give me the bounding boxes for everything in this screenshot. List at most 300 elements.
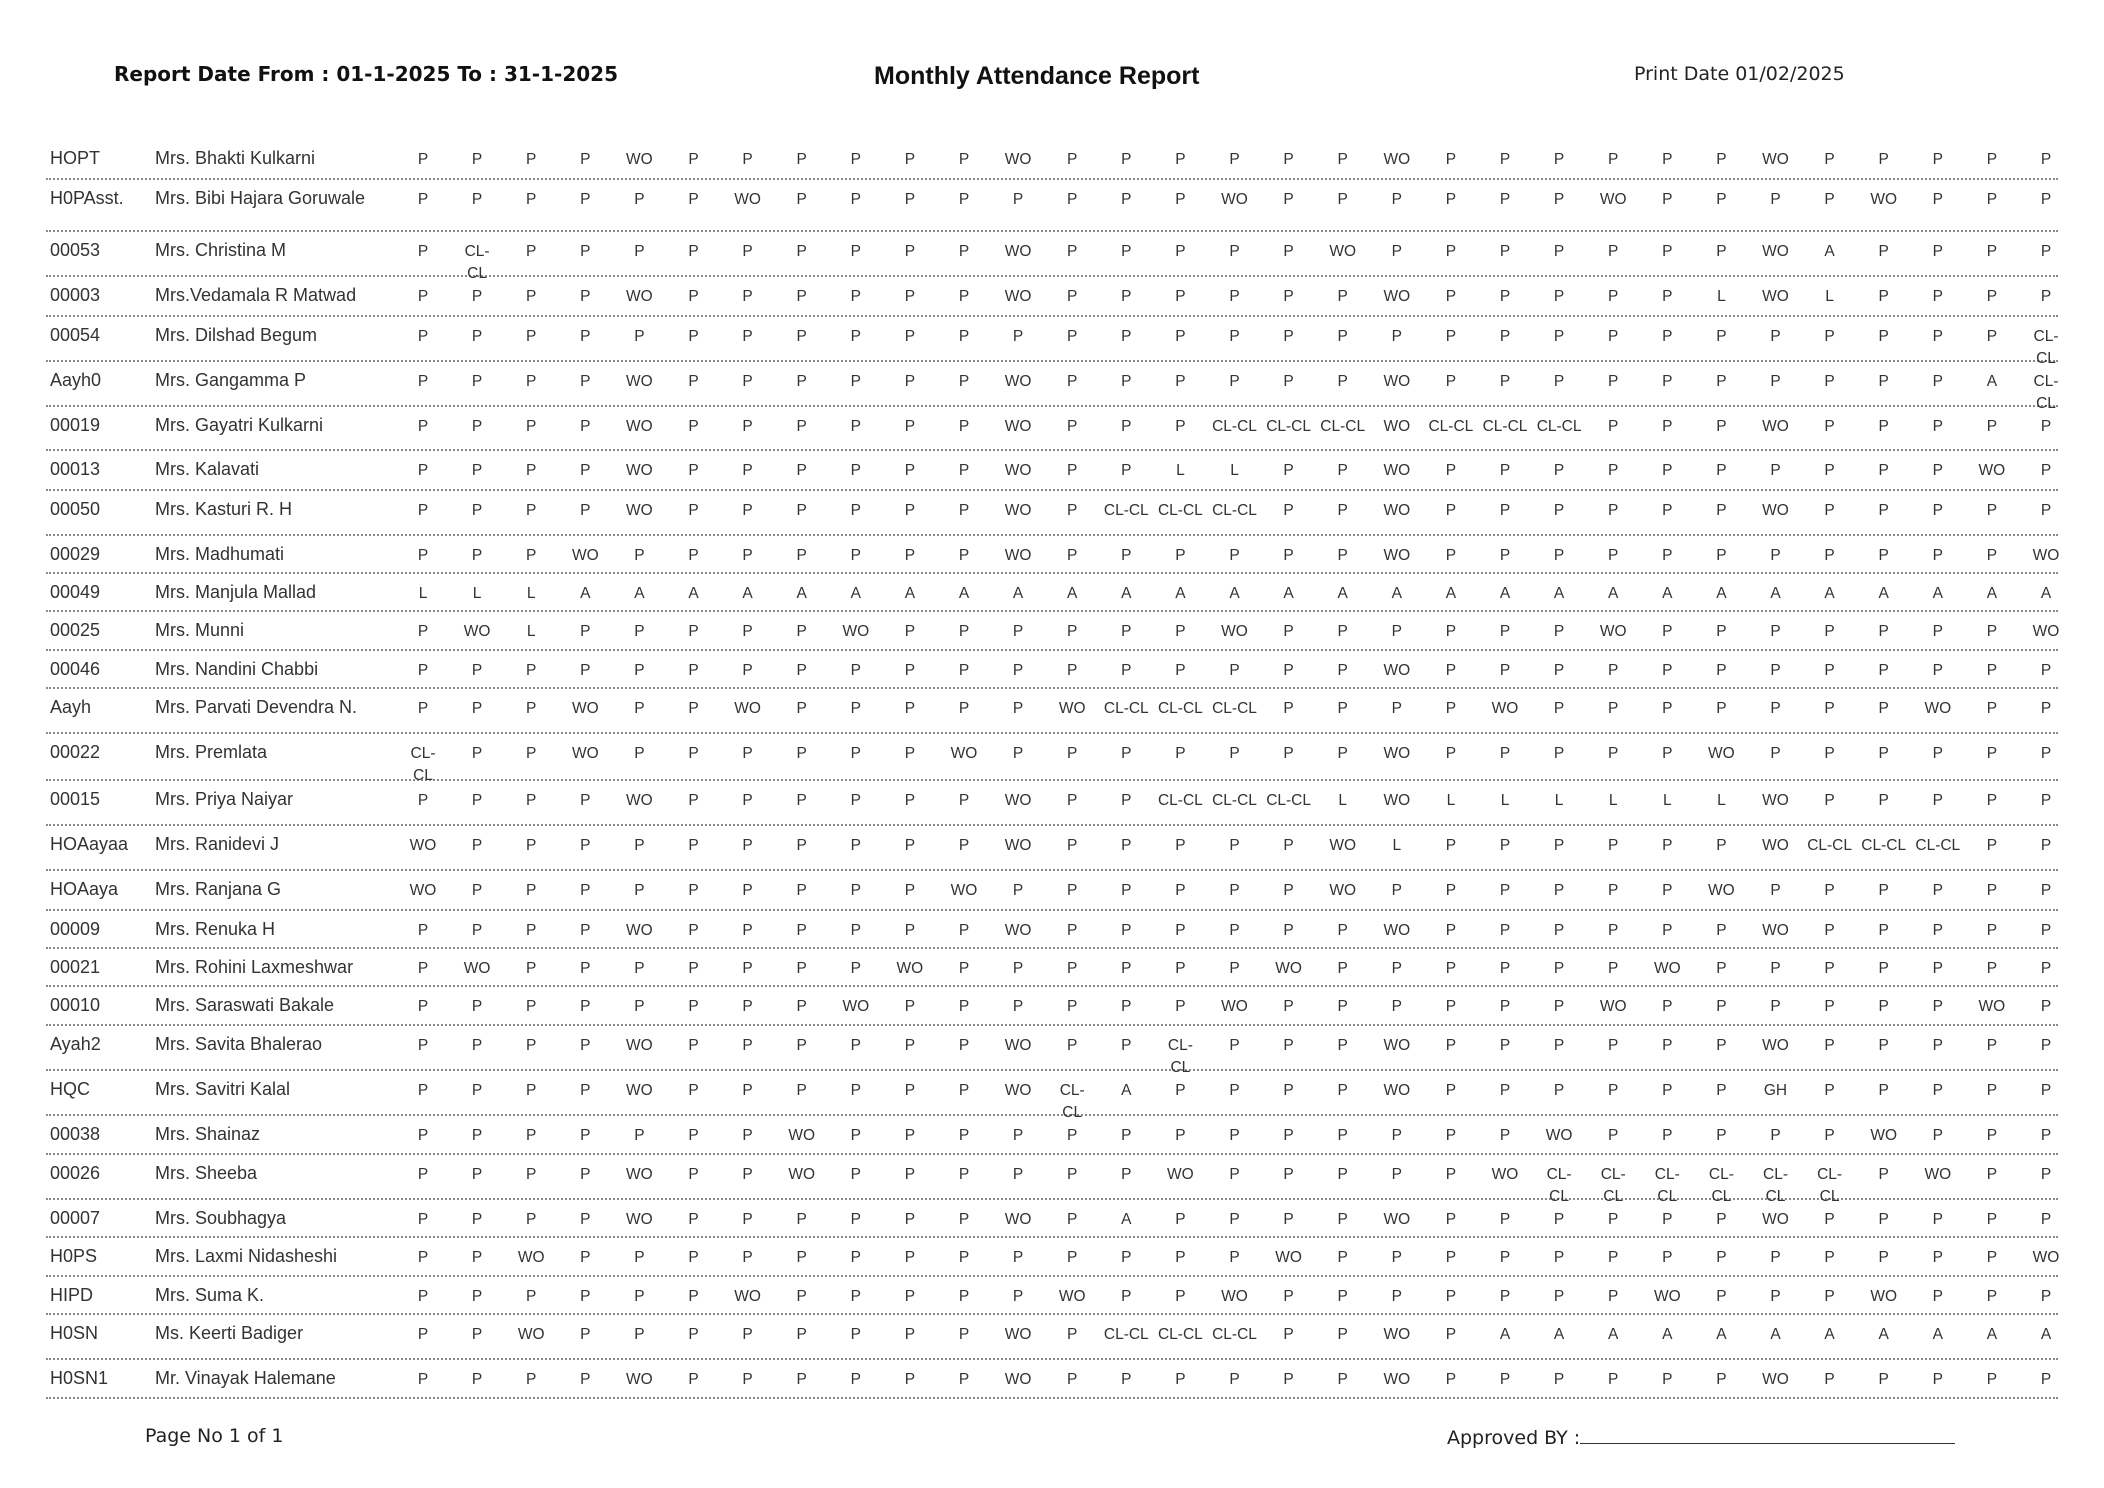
attendance-cell: P [471, 1127, 483, 1144]
employee-name: Mrs. Kalavati [155, 459, 260, 479]
attendance-cell: A [2040, 1326, 2052, 1343]
attendance-cell: P [1283, 151, 1294, 168]
attendance-cell: P [850, 922, 861, 939]
attendance-cell: P [958, 1082, 970, 1099]
attendance-cell: P [1067, 1326, 1078, 1343]
attendance-cell: P [1121, 373, 1132, 390]
attendance-cell: P [1662, 373, 1673, 390]
approved-by-label: Approved BY : [1447, 1427, 1581, 1449]
attendance-cell: P [904, 1326, 916, 1343]
attendance-cell: A [1932, 585, 1943, 602]
table-row [46, 826, 2058, 871]
attendance-cell: P [958, 623, 970, 640]
attendance-cell: P [471, 1166, 483, 1183]
attendance-cell: P [634, 547, 645, 564]
attendance-cell: P [742, 502, 753, 519]
attendance-cell: P [1553, 243, 1565, 260]
attendance-cell: P [796, 1326, 807, 1343]
attendance-cell: P [1878, 1249, 1889, 1266]
attendance-cell: P [1337, 151, 1348, 168]
employee-code: 00010 [50, 995, 101, 1015]
attendance-cell: P [1445, 1249, 1457, 1266]
attendance-cell: P [1662, 922, 1673, 939]
attendance-cell: A [1986, 1326, 1998, 1343]
attendance-cell: P [1229, 328, 1240, 345]
attendance-cell: P [1283, 373, 1294, 390]
attendance-cell: WO [1383, 502, 1411, 519]
attendance-cell: P [1608, 1249, 1619, 1266]
attendance-cell: P [471, 792, 483, 809]
attendance-cell: P [958, 328, 970, 345]
attendance-cell: P [526, 547, 537, 564]
attendance-cell: P [1553, 1082, 1565, 1099]
attendance-cell: P [1716, 1288, 1727, 1305]
attendance-cell: P [904, 1127, 916, 1144]
attendance-cell: P [1229, 922, 1240, 939]
attendance-cell: P [634, 191, 645, 208]
attendance-cell: P [688, 1326, 699, 1343]
attendance-cell: P [742, 373, 753, 390]
attendance-cell: P [796, 191, 807, 208]
attendance-cell: P [1012, 745, 1024, 762]
table-row [46, 232, 2058, 282]
attendance-cell: WO [950, 745, 978, 762]
attendance-cell: P [1770, 998, 1781, 1015]
attendance-cell: P [688, 151, 699, 168]
attendance-cell: P [526, 960, 537, 977]
attendance-cell: L [526, 623, 536, 640]
attendance-cell: P [850, 1249, 861, 1266]
attendance-cell: P [1121, 792, 1132, 809]
attendance-cell: P [1824, 792, 1835, 809]
attendance-cell: P [1337, 1082, 1348, 1099]
attendance-cell: WO [1058, 1288, 1086, 1305]
attendance-cell: P [2040, 792, 2052, 809]
attendance-cell: P [904, 700, 916, 717]
attendance-cell: P [1878, 243, 1889, 260]
attendance-cell: P [958, 998, 970, 1015]
attendance-cell: A [1499, 585, 1511, 602]
attendance-cell: A [1824, 243, 1835, 260]
attendance-cell: P [1986, 151, 1998, 168]
attendance-cell: WO [1383, 662, 1411, 679]
attendance-cell: WO [1383, 151, 1411, 168]
attendance-cell: P [580, 328, 591, 345]
employee-name: Mrs.Vedamala R Matwad [155, 285, 357, 305]
employee-name: Mrs. Nandini Chabbi [155, 659, 319, 679]
attendance-cell: P [796, 745, 807, 762]
attendance-cell: P [1553, 745, 1565, 762]
attendance-cell: P [417, 1249, 429, 1266]
attendance-cell: P [1121, 243, 1132, 260]
attendance-cell: P [1662, 502, 1673, 519]
attendance-cell: A [1283, 585, 1294, 602]
attendance-cell: P [1175, 1371, 1186, 1388]
attendance-cell: P [688, 662, 699, 679]
employee-name: Mrs. Shainaz [155, 1124, 261, 1144]
attendance-cell: P [1932, 1037, 1943, 1054]
attendance-cell: P [904, 288, 916, 305]
attendance-cell: WO [1004, 922, 1032, 939]
attendance-cell: P [850, 1211, 861, 1228]
attendance-cell: P [796, 328, 807, 345]
attendance-cell: P [742, 662, 753, 679]
attendance-cell: P [1337, 1211, 1348, 1228]
attendance-cell: P [526, 1082, 537, 1099]
attendance-cell: P [1608, 1127, 1619, 1144]
attendance-cell: P [1824, 922, 1835, 939]
employee-code: Aayh [50, 697, 92, 717]
attendance-cell: P [1824, 1127, 1835, 1144]
attendance-cell: A [1716, 1326, 1727, 1343]
attendance-cell: P [1499, 243, 1511, 260]
attendance-cell: WO [1004, 1211, 1032, 1228]
attendance-cell: WO [626, 792, 653, 809]
employee-name: Mrs. Soubhagya [155, 1208, 287, 1228]
attendance-cell: P [1553, 700, 1565, 717]
attendance-cell: P [1499, 922, 1511, 939]
attendance-cell: P [1229, 1211, 1240, 1228]
attendance-cell: P [1662, 1037, 1673, 1054]
attendance-cell: P [1445, 998, 1457, 1015]
attendance-cell: P [850, 373, 861, 390]
attendance-cell: P [1445, 960, 1457, 977]
attendance-cell: A [904, 585, 916, 602]
attendance-cell: P [1932, 502, 1943, 519]
attendance-cell: P [526, 700, 537, 717]
attendance-cell: P [471, 998, 483, 1015]
attendance-cell: P [1986, 243, 1998, 260]
attendance-cell: P [1770, 623, 1781, 640]
attendance-cell: P [1175, 328, 1186, 345]
attendance-cell: WO [1383, 1037, 1411, 1054]
attendance-cell: P [1662, 243, 1673, 260]
attendance-cell: P [634, 700, 645, 717]
attendance-cell: WO [842, 623, 870, 640]
attendance-cell: P [1067, 191, 1078, 208]
attendance-cell: P [1121, 1288, 1132, 1305]
attendance-cell: CL-CL [410, 745, 436, 784]
attendance-cell: P [1229, 662, 1240, 679]
attendance-cell: P [1067, 1249, 1078, 1266]
attendance-cell: P [526, 418, 537, 435]
attendance-cell: P [1824, 700, 1835, 717]
attendance-cell: P [1229, 373, 1240, 390]
attendance-cell: WO [1329, 882, 1357, 899]
attendance-cell: P [1824, 1371, 1835, 1388]
attendance-cell: P [1986, 882, 1998, 899]
attendance-cell: P [1175, 922, 1186, 939]
attendance-cell: P [1553, 837, 1565, 854]
attendance-cell: WO [1762, 243, 1789, 260]
attendance-cell: P [1175, 623, 1186, 640]
attendance-cell: P [1716, 191, 1727, 208]
attendance-cell: P [1932, 662, 1943, 679]
attendance-cell: P [1878, 700, 1889, 717]
attendance-cell: P [1499, 623, 1511, 640]
attendance-cell: P [1932, 1211, 1943, 1228]
attendance-cell: A [1608, 1326, 1619, 1343]
attendance-cell: L [418, 585, 428, 602]
attendance-cell: WO [1383, 418, 1411, 435]
table-row [46, 1277, 2058, 1315]
attendance-cell: P [2040, 1288, 2052, 1305]
attendance-cell: WO [1978, 462, 2006, 479]
attendance-cell: P [1932, 792, 1943, 809]
attendance-cell: P [417, 998, 429, 1015]
attendance-cell: P [1067, 1037, 1078, 1054]
attendance-cell: P [1608, 837, 1619, 854]
attendance-cell: P [1012, 882, 1024, 899]
attendance-cell: WO [734, 191, 761, 208]
attendance-cell: P [1121, 1166, 1132, 1183]
attendance-cell: P [904, 998, 916, 1015]
table-row [46, 1071, 2058, 1121]
attendance-cell: A [1337, 585, 1348, 602]
employee-code: 00019 [50, 415, 101, 435]
attendance-cell: WO [1599, 623, 1627, 640]
attendance-cell: P [2040, 882, 2052, 899]
attendance-cell: P [2040, 462, 2052, 479]
attendance-cell: P [1608, 502, 1619, 519]
attendance-cell: P [1175, 373, 1186, 390]
attendance-cell: P [417, 151, 429, 168]
attendance-cell: WO [1762, 1211, 1789, 1228]
attendance-cell: WO [1383, 745, 1411, 762]
attendance-cell: P [471, 1082, 483, 1099]
attendance-cell: WO [1275, 960, 1302, 977]
attendance-cell: P [688, 745, 699, 762]
attendance-cell: WO [571, 700, 599, 717]
table-row [46, 612, 2058, 651]
attendance-cell: P [1283, 1211, 1294, 1228]
attendance-cell: P [1229, 882, 1240, 899]
attendance-cell: CL-CL [1212, 1326, 1257, 1343]
attendance-cell: P [850, 151, 861, 168]
attendance-cell: P [1445, 288, 1457, 305]
attendance-cell: P [580, 960, 591, 977]
attendance-cell: P [904, 151, 916, 168]
attendance-cell: P [634, 1127, 645, 1144]
table-row [46, 949, 2058, 987]
attendance-cell: P [1824, 662, 1835, 679]
attendance-cell: P [471, 288, 483, 305]
attendance-cell: P [742, 960, 753, 977]
attendance-cell: P [850, 1166, 861, 1183]
attendance-cell: P [1553, 288, 1565, 305]
attendance-cell: P [1445, 1371, 1457, 1388]
attendance-cell: P [742, 792, 753, 809]
attendance-cell: P [742, 462, 753, 479]
attendance-cell: P [1337, 700, 1348, 717]
attendance-cell: P [1283, 837, 1294, 854]
attendance-cell: P [1716, 418, 1727, 435]
attendance-cell: P [526, 1371, 537, 1388]
attendance-cell: P [580, 792, 591, 809]
attendance-cell: P [850, 960, 861, 977]
attendance-cell: WO [626, 1166, 653, 1183]
attendance-cell: P [417, 328, 429, 345]
attendance-cell: P [1337, 922, 1348, 939]
attendance-cell: P [958, 418, 970, 435]
attendance-cell: P [1229, 1037, 1240, 1054]
attendance-cell: WO [626, 418, 653, 435]
attendance-cell: P [1608, 243, 1619, 260]
attendance-cell: P [1067, 1371, 1078, 1388]
attendance-cell: P [742, 288, 753, 305]
attendance-cell: WO [1762, 1371, 1789, 1388]
attendance-cell: L [1338, 792, 1347, 809]
attendance-cell: A [1499, 1326, 1511, 1343]
attendance-cell: P [1121, 151, 1132, 168]
attendance-cell: A [1716, 585, 1727, 602]
attendance-cell: P [742, 243, 753, 260]
attendance-cell: WO [571, 547, 599, 564]
attendance-cell: P [1824, 882, 1835, 899]
attendance-cell: L [1230, 462, 1239, 479]
attendance-cell: P [688, 998, 699, 1015]
attendance-cell: P [580, 837, 591, 854]
table-row [46, 317, 2059, 367]
attendance-cell: P [1391, 623, 1402, 640]
attendance-cell: WO [734, 700, 761, 717]
attendance-cell: P [742, 1249, 753, 1266]
attendance-cell: P [634, 662, 645, 679]
attendance-cell: P [580, 418, 591, 435]
employee-name: Mrs. Dilshad Begum [155, 325, 318, 345]
attendance-cell: P [1878, 922, 1889, 939]
attendance-cell: P [417, 191, 429, 208]
attendance-cell: P [1986, 960, 1998, 977]
attendance-cell: P [742, 1371, 753, 1388]
attendance-cell: A [1445, 585, 1457, 602]
attendance-cell: L [1662, 792, 1672, 809]
attendance-cell: P [796, 882, 807, 899]
attendance-cell: P [688, 1371, 699, 1388]
attendance-cell: L [472, 585, 482, 602]
attendance-cell: P [1445, 1037, 1457, 1054]
attendance-cell: P [1770, 1127, 1781, 1144]
attendance-cell: P [688, 623, 699, 640]
table-row [46, 180, 2058, 232]
attendance-cell: P [904, 1082, 916, 1099]
attendance-cell: P [1229, 1166, 1240, 1183]
attendance-cell: P [417, 288, 429, 305]
attendance-cell: P [904, 623, 916, 640]
attendance-cell: P [1932, 623, 1943, 640]
attendance-cell: P [1770, 462, 1781, 479]
attendance-cell: P [1337, 502, 1348, 519]
table-row [46, 536, 2058, 574]
attendance-cell: P [1445, 662, 1457, 679]
attendance-cell: P [1499, 462, 1511, 479]
attendance-cell: P [1445, 373, 1457, 390]
attendance-cell: P [526, 462, 537, 479]
table-row [46, 1116, 2058, 1155]
attendance-cell: A [1121, 1082, 1132, 1099]
attendance-cell: P [526, 1166, 537, 1183]
attendance-cell: WO [1870, 1288, 1898, 1305]
attendance-cell: WO [1491, 1166, 1519, 1183]
attendance-cell: P [1229, 243, 1240, 260]
attendance-cell: P [796, 547, 807, 564]
attendance-cell: P [1067, 288, 1078, 305]
attendance-cell: P [1553, 623, 1565, 640]
attendance-cell: A [1932, 1326, 1943, 1343]
attendance-cell: P [1716, 1037, 1727, 1054]
attendance-cell: P [688, 547, 699, 564]
attendance-cell: P [1608, 1082, 1619, 1099]
attendance-cell: A [1067, 585, 1078, 602]
attendance-cell: P [1824, 745, 1835, 762]
attendance-cell: P [1229, 745, 1240, 762]
attendance-cell: P [1067, 745, 1078, 762]
attendance-cell: P [1012, 662, 1024, 679]
attendance-cell: P [688, 462, 699, 479]
attendance-cell: P [688, 1127, 699, 1144]
attendance-cell: P [471, 1371, 483, 1388]
attendance-cell: P [1175, 837, 1186, 854]
attendance-cell: P [1824, 418, 1835, 435]
attendance-cell: P [471, 1037, 483, 1054]
attendance-cell: P [1121, 1249, 1132, 1266]
attendance-cell: P [1824, 373, 1835, 390]
attendance-cell: P [634, 960, 645, 977]
attendance-cell: P [1337, 1166, 1348, 1183]
attendance-cell: WO [896, 960, 924, 977]
attendance-cell: P [1012, 1288, 1024, 1305]
employee-name: Mr. Vinayak Halemane [155, 1368, 336, 1388]
attendance-cell: WO [1762, 151, 1789, 168]
attendance-cell: P [417, 700, 429, 717]
attendance-cell: P [796, 373, 807, 390]
attendance-cell: P [958, 1037, 970, 1054]
attendance-cell: P [1067, 373, 1078, 390]
attendance-cell: P [1824, 998, 1835, 1015]
attendance-cell: WO [1383, 462, 1411, 479]
attendance-cell: P [688, 191, 699, 208]
attendance-cell: P [1716, 1211, 1727, 1228]
employee-code: 00038 [50, 1124, 101, 1144]
attendance-cell: P [1337, 1127, 1348, 1144]
attendance-cell: P [958, 1326, 970, 1343]
attendance-cell: P [1932, 462, 1943, 479]
attendance-cell: P [1716, 1127, 1727, 1144]
attendance-cell: P [471, 418, 483, 435]
attendance-cell: P [580, 1166, 591, 1183]
attendance-cell: L [1554, 792, 1564, 809]
attendance-cell: P [1608, 462, 1619, 479]
attendance-cell: P [904, 462, 916, 479]
attendance-cell: P [1067, 998, 1078, 1015]
attendance-cell: WO [626, 462, 653, 479]
attendance-cell: WO [1762, 922, 1789, 939]
attendance-cell: P [2040, 837, 2052, 854]
attendance-cell: WO [842, 998, 870, 1015]
attendance-cell: WO [1004, 547, 1032, 564]
attendance-cell: A [1878, 1326, 1889, 1343]
attendance-cell: P [471, 1249, 483, 1266]
attendance-cell: P [850, 882, 861, 899]
attendance-cell: P [850, 547, 861, 564]
attendance-cell: P [1608, 328, 1619, 345]
employee-code: 00021 [50, 957, 101, 977]
attendance-cell: P [417, 1082, 429, 1099]
employee-name: Mrs. Parvati Devendra N. [155, 697, 358, 717]
attendance-cell: L [526, 585, 536, 602]
attendance-cell: WO [626, 1037, 653, 1054]
attendance-cell: P [1229, 960, 1240, 977]
